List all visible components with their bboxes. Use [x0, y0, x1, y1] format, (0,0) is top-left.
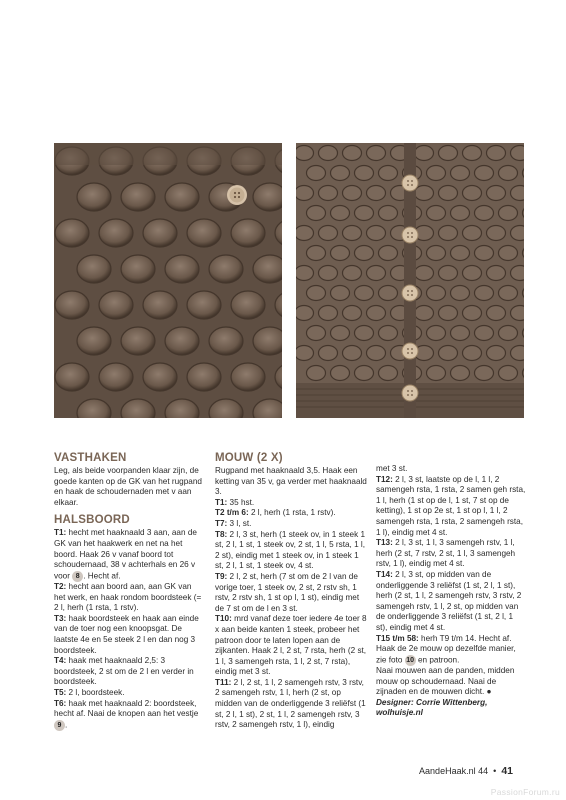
knit-bobble — [451, 366, 470, 381]
knit-bobble — [307, 286, 326, 301]
knit-bobble — [307, 366, 326, 381]
heading-halsboord: HALSBOORD — [54, 514, 130, 527]
knit-bobble — [143, 363, 177, 391]
knit-bobble — [475, 366, 494, 381]
knit-bobble — [355, 246, 374, 261]
knit-bobble — [463, 146, 482, 161]
knit-bobble — [511, 346, 525, 361]
knit-bobble — [296, 186, 314, 201]
knit-bobble — [475, 246, 494, 261]
knit-bobble — [439, 186, 458, 201]
knit-bobble — [487, 146, 506, 161]
knit-bobble — [511, 186, 525, 201]
knit-bobble — [379, 286, 398, 301]
knit-bobble — [367, 266, 386, 281]
knit-bobble — [499, 326, 518, 341]
heading-vasthaken: VASTHAKEN — [54, 452, 127, 464]
knit-bobble — [487, 266, 506, 281]
knit-bobble — [187, 219, 221, 247]
knit-bobble — [331, 166, 350, 181]
knit-bobble — [463, 266, 482, 281]
knit-bobble — [143, 291, 177, 319]
knit-bobble — [55, 291, 89, 319]
knit-bobble — [499, 246, 518, 261]
photo-closeup-texture — [54, 143, 282, 418]
knit-bobble — [499, 286, 518, 301]
designer-credit: Designer: Corrie Wittenberg, — [376, 697, 488, 707]
button-hole — [407, 352, 409, 354]
button-knob — [402, 285, 418, 301]
row-mouw: T1: 35 hst. — [215, 497, 255, 507]
knit-bobble — [463, 306, 482, 321]
button-knob — [402, 227, 418, 243]
knit-bobble — [475, 166, 494, 181]
knit-bobble — [77, 255, 111, 283]
button-hole — [411, 232, 413, 234]
column-mouw-continued — [376, 464, 526, 719]
knit-bobble — [415, 266, 434, 281]
knit-bobble — [475, 286, 494, 301]
knit-bobble — [99, 291, 133, 319]
knit-bobble — [296, 146, 314, 161]
button-hole — [411, 348, 413, 350]
knit-bobble — [463, 226, 482, 241]
knit-bobble — [319, 266, 338, 281]
knit-bobble — [231, 219, 265, 247]
knit-bobble — [367, 146, 386, 161]
button-hole — [407, 236, 409, 238]
knit-bobble — [487, 226, 506, 241]
designer-website: wolhuisje.nl — [376, 708, 423, 718]
knit-bobble — [209, 255, 243, 283]
knit-bobble — [343, 346, 362, 361]
knit-bobble — [511, 306, 525, 321]
knit-bobble — [355, 366, 374, 381]
footer-issue: 44 — [478, 766, 489, 776]
para-vasthaken: Leg, als beide voorpanden klaar zijn, de goede kanten op de GK van het rugpand en haak de schoudernaden met v aan elkaar. — [54, 466, 202, 507]
knit-bobble — [367, 306, 386, 321]
knit-bobble — [367, 186, 386, 201]
knit-bobble — [296, 306, 314, 321]
knit-bobble — [143, 219, 177, 247]
button-hole — [411, 180, 413, 182]
row-mouw: T2 t/m 6: 2 l, herh (1 rsta, 1 rstv). — [215, 508, 336, 518]
button-hole — [411, 236, 413, 238]
knit-bobble — [379, 206, 398, 221]
knit-bobble — [463, 346, 482, 361]
row-mouw: T8: 2 l, 3 st, herh (1 steek ov, in 1 steek 1 st, 2 l, 1 st, 1 steek ov, 2 st, 1 l, 5 rsta, 1 l, 2 st), eindig met 1 steek ov, in 1 steek 1 st, 2 l, 1 st, 1 steek ov, 4 st. — [215, 529, 366, 571]
knit-bobble — [121, 183, 155, 211]
knit-bobble — [307, 166, 326, 181]
button-hole — [407, 390, 409, 392]
footer-site: AandeHaak.nl — [419, 766, 476, 776]
row-t4: T4: haak met haaknaald 2,5: 3 boordsteek, 2 st om de 2 l en verder in boordsteek. — [54, 656, 194, 687]
knit-bobble — [451, 246, 470, 261]
knit-bobble — [165, 183, 199, 211]
knit-bobble — [379, 246, 398, 261]
knit-bobble — [343, 266, 362, 281]
knit-bobble — [439, 266, 458, 281]
knit-bobble — [427, 246, 446, 261]
photo-cardigan-buttons — [296, 143, 524, 418]
row-mouw: T12: 2 l, 3 st, laatste op de l, 1 l, 2 samengeh rsta, 1 rsta, 2 samen geh rsta, 1 l, herh (1 st op de l, 1 st, 7 st op de ketting), 1 st op 2e st, 1 st op l, 1 l, 2 samengeh rsta, 1 rsta, 2 samengeh rsta, 1 l), eindig met 4 st. — [376, 474, 526, 537]
knit-bobble — [511, 266, 525, 281]
button-hole — [407, 184, 409, 186]
knit-bobble — [427, 366, 446, 381]
knit-bobble — [331, 246, 350, 261]
button-hole — [407, 348, 409, 350]
knit-bobble — [379, 326, 398, 341]
knit-bobble — [343, 306, 362, 321]
row-mouw: T15 t/m 58: herh T9 t/m 14. Hecht af. — [376, 633, 512, 643]
column-mouw — [215, 452, 367, 731]
button-knob — [402, 175, 418, 191]
knit-bobble — [415, 146, 434, 161]
knit-bobble — [379, 166, 398, 181]
knit-bobble — [296, 266, 314, 281]
page-footer — [419, 765, 513, 777]
figure-ref-badge: 10 — [406, 656, 415, 664]
para-mouw-intro: Rugpand met haaknaald 3,5. Haak een ketting van 35 v, ga verder met haaknaald 3. — [215, 466, 367, 497]
knit-bobble — [475, 206, 494, 221]
para-continued: met 3 st. — [376, 464, 408, 473]
knit-bobble — [165, 327, 199, 355]
page-number: 41 — [501, 765, 513, 777]
knit-bobble — [319, 346, 338, 361]
knit-bobble — [511, 226, 525, 241]
knit-bobble — [55, 363, 89, 391]
footer-bullet: • — [493, 766, 497, 776]
knit-bobble — [379, 366, 398, 381]
row-mouw: T11: 2 l, 2 st, 1 l, 2 samengeh rstv, 3 rstv, 2 samengeh rstv, 1 l, herh (2 st, op midden van de onderliggende 3 reliëfst (1 st, 2 l, 1 st), 2 st, 1 l, 2 samengeh rstv, 3 rstv, 2 samengeh rstv, 1 l), eindig — [215, 677, 366, 730]
knit-bobble — [307, 246, 326, 261]
knit-bobble — [253, 327, 282, 355]
button-hole — [411, 390, 413, 392]
knit-bobble — [343, 146, 362, 161]
knit-bobble — [475, 326, 494, 341]
knit-bobble — [355, 206, 374, 221]
row-t2: T2: hecht aan boord aan, aan GK van het werk, en haak rondom boordsteek (= 2 l, herh (1 rsta, 1 rstv). — [54, 582, 202, 613]
knit-bobble — [165, 255, 199, 283]
knit-bobble — [511, 146, 525, 161]
row-mouw: T7: 3 l, st. — [215, 518, 252, 528]
knit-bobble — [427, 326, 446, 341]
knit-bobble — [355, 286, 374, 301]
knit-bobble — [331, 286, 350, 301]
knit-bobble — [343, 186, 362, 201]
knit-bobble — [77, 327, 111, 355]
knit-bobble — [499, 366, 518, 381]
knit-bobble — [99, 219, 133, 247]
knit-bobble — [427, 206, 446, 221]
knit-bobble — [487, 306, 506, 321]
button-hole — [407, 180, 409, 182]
knit-bobble — [319, 186, 338, 201]
button-hole — [407, 232, 409, 234]
knit-bobble — [439, 146, 458, 161]
knit-bobble — [427, 286, 446, 301]
heading-mouw: MOUW (2 X) — [215, 452, 283, 464]
knit-bobble — [296, 226, 314, 241]
knit-bobble — [355, 326, 374, 341]
watermark: PassionForum.ru — [490, 787, 560, 797]
button-hole — [411, 352, 413, 354]
row-mouw: T9: 2 l, 2 st, herh (7 st om de 2 l van de vorige toer, 1 steek ov, 2 st, 2 rstv sh, 1 rstv, 2 rstv sh, 1 st op l, 1 st), eindig met de 7 st om de l en 3 st. — [215, 571, 360, 613]
row-t1: T1: hecht met haaknaald 3 aan, aan de GK van het haakwerk en net na het boord. Haak 26 v vanaf boord tot schoudernaad, 38 v achterhals en 26 v voor 8 . Hecht af. — [54, 528, 197, 581]
row-mouw: T14: 2 l, 3 st, op midden van de onderliggende 3 reliëfst (1 st, 2 l, 1 st), herh (2 st, 1 l, 2 samengeh rstv, 3 rstv, 2 samengeh rstv, 1 l, 2 st, op midden van de onderliggende 3 reliëfst (1 st, 2 l, 1 st), eindig met 4 st. — [376, 569, 522, 632]
button-knob — [402, 343, 418, 359]
knit-bobble — [253, 255, 282, 283]
knit-bobble — [77, 183, 111, 211]
knit-bobble — [499, 166, 518, 181]
knit-bobble — [451, 166, 470, 181]
knit-bobble — [439, 346, 458, 361]
knit-bobble — [307, 206, 326, 221]
knit-bobble — [319, 146, 338, 161]
button-hole — [407, 394, 409, 396]
knit-bobble — [296, 346, 314, 361]
button-hole — [407, 294, 409, 296]
knit-bobble — [487, 346, 506, 361]
knit-bobble — [319, 306, 338, 321]
button-hole — [411, 290, 413, 292]
button-hole — [411, 294, 413, 296]
knit-bobble — [451, 206, 470, 221]
figure-ref-badge: 8 — [72, 571, 83, 582]
knit-bobble — [451, 286, 470, 301]
knit-bobble — [439, 226, 458, 241]
knit-bobble — [487, 186, 506, 201]
knit-bobble — [415, 186, 434, 201]
knit-bobble — [253, 183, 282, 211]
button-hole — [407, 290, 409, 292]
knit-bobble — [209, 327, 243, 355]
row-mouw: T13: 2 l, 3 st, 1 l, 3 samengeh rstv, 1 l, herh (2 st, 7 rstv, 2 st, 1 l, 3 samengeh rstv, 1 l), eindig met 4 st. — [376, 538, 516, 569]
knit-bobble — [331, 206, 350, 221]
knit-bobble — [463, 186, 482, 201]
knit-bobble — [231, 291, 265, 319]
para-closing: Haak de 2e mouw op dezelfde manier, zie foto 10 en patroon. — [376, 644, 516, 665]
knit-bobble — [231, 363, 265, 391]
knit-bobble — [427, 166, 446, 181]
knit-bobble — [319, 226, 338, 241]
column-vasthaken-halsboord — [54, 452, 204, 731]
row-t3: T3: haak boordsteek en haak aan einde van de toer nog een knoopsgat. De laatste 4e en 5e steek 2 l en dan nog 3 boordsteek. — [54, 613, 199, 655]
knit-bobble — [343, 226, 362, 241]
knit-bobble — [331, 326, 350, 341]
row-t5: T5: 2 l, boordsteek. — [54, 687, 125, 697]
knit-bobble — [121, 327, 155, 355]
knit-bobble — [499, 206, 518, 221]
para-finishing: Naai mouwen aan de panden, midden mouw op schoudernaad. Naai de zijnaden en de mouwen dicht. ● — [376, 665, 515, 697]
knit-bobble — [355, 166, 374, 181]
knit-bobble — [367, 226, 386, 241]
knit-bobble — [187, 291, 221, 319]
figure-ref-badge: 9 — [54, 720, 65, 731]
button-hole — [411, 394, 413, 396]
knit-bobble — [187, 363, 221, 391]
button-hole — [411, 184, 413, 186]
knit-bobble — [121, 255, 155, 283]
knit-bobble — [55, 219, 89, 247]
knit-bobble — [99, 363, 133, 391]
button-knob — [402, 385, 418, 401]
knit-bobble — [415, 306, 434, 321]
knit-bobble — [367, 346, 386, 361]
row-mouw: T10: mrd vanaf deze toer iedere 4e toer 8 x aan beide kanten 1 steek, probeer het patroon door te laten lopen aan de zijkanten. Haak 2 l, 2 st, 7 rsta, herh (2 st, 1 l, 3 samengeh rsta, 1 l, 2 st, 7 rsta), eindig met 3 st. — [215, 614, 367, 677]
knit-bobble — [451, 326, 470, 341]
knit-bobble — [439, 306, 458, 321]
knit-bobble — [331, 366, 350, 381]
row-t6: T6: haak met haaknaald 2: boordsteek, hecht af. Naai de knopen aan het vestje 9 . — [54, 698, 199, 730]
knit-bobble — [307, 326, 326, 341]
